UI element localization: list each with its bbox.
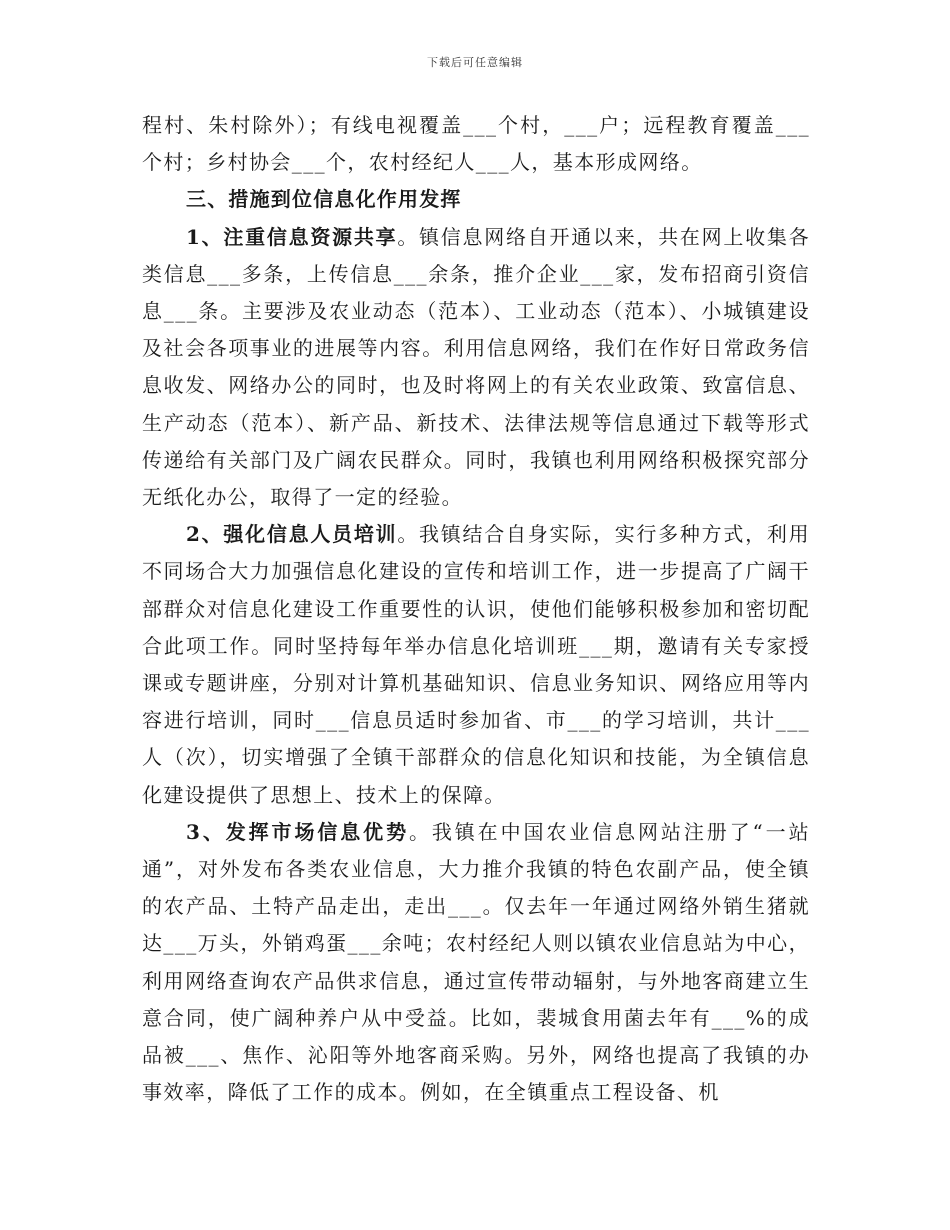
- paragraph-text: 。我镇在中国农业信息网站注册了“一站通”，对外发布各类农业信息，大力推介我镇的特色农副产品，使全镇的农产品、土特产品走出，走出___。仅去年一年通过网络外销生猪就达___万头，外销鸡蛋___余吨；农村经纪人则以镇农业信息站为中心，利用网络查询农产品供求信息，通过宣传带动辐射，与外地客商建立生意合同，使广阔种养户从中受益。比如，裴城食用菌去年有___%的成品被___、焦作、沁阳等外地客商采购。另外，网络也提高了我镇的办事效率，降低了工作的成本。例如，在全镇重点工程设备、机: [142, 819, 810, 1105]
- paragraph-training: [142, 516, 810, 814]
- paragraph-text: 。我镇结合自身实际，实行多种方式，利用不同场合大力加强信息化建设的宣传和培训工作，进一步提高了广阔干部群众对信息化建设工作重要性的认识，使他们能够积极参加和密切配合此项工作。同时坚持每年举办信息化培训班___期，邀请有关专家授课或专题讲座，分别对计算机基础知识、信息业务知识、网络应用等内容进行培训，同时___信息员适时参加省、市___的学习培训，共计___人（次），切实增强了全镇干部群众的信息化知识和技能，为全镇信息化建设提供了思想上、技术上的保障。: [142, 522, 810, 807]
- paragraph-info-sharing: [142, 219, 810, 517]
- paragraph-lead: 2、强化信息人员培训: [186, 522, 398, 547]
- paragraph-lead: 3、发挥市场信息优势: [186, 819, 409, 844]
- section-heading: 三、措施到位信息化作用发挥: [186, 187, 462, 212]
- paragraph-continuation: [142, 107, 810, 181]
- paragraph-lead: 1、注重信息资源共享: [186, 224, 398, 249]
- paragraph-market-info: [142, 814, 810, 1112]
- page-header: 下载后可任意编辑: [427, 56, 523, 69]
- paragraph-text: 程村、朱村除外）；有线电视覆盖___个村，___户；远程教育覆盖___个村；乡村协会___个，农村经纪人___人，基本形成网络。: [142, 113, 810, 175]
- paragraph-text: 。镇信息网络自开通以来，共在网上收集各类信息___多条，上传信息___余条，推介企业___家，发布招商引资信息___条。主要涉及农业动态（范本）、工业动态（范本）、小城镇建设及社会各项事业的进展等内容。利用信息网络，我们在作好日常政务信息收发、网络办公的同时，也及时将网上的有关农业政策、致富信息、生产动态（范本）、新产品、新技术、法律法规等信息通过下载等形式传递给有关部门及广阔农民群众。同时，我镇也利用网络积极探究部分无纸化办公，取得了一定的经验。: [142, 224, 810, 510]
- document-body: [142, 107, 810, 1111]
